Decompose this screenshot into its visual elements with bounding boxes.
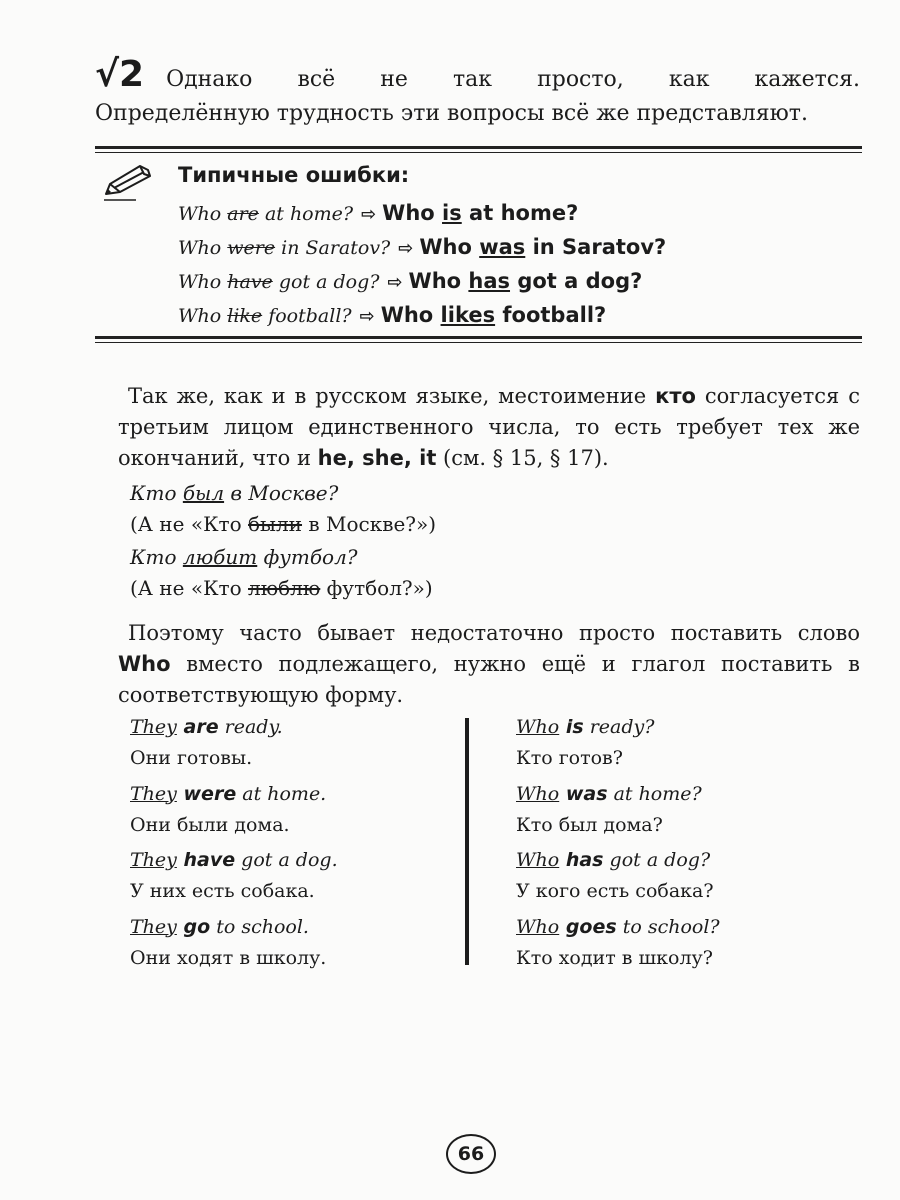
explanation-paragraph: Так же, как и в русском языке, местоимение кто согласуется с третьим лицом единственного числа, то есть требует тех же окончаний, что и he, she, it (см. § 15, § 17). — [118, 384, 860, 470]
russian-translation: Кто ходит в школу? — [516, 946, 713, 969]
page-number: 66 — [446, 1134, 496, 1174]
example-pair — [130, 779, 450, 846]
errors-title: Типичные ошибки: — [178, 163, 410, 187]
double-rule-top — [95, 146, 862, 153]
example-pair — [130, 912, 450, 979]
english-question: Who is ready? — [516, 716, 655, 738]
example-counter: (А не «Кто были в Москве?») — [130, 512, 437, 536]
double-rule-bottom — [95, 336, 862, 343]
example-question: Кто был в Москве? — [130, 481, 339, 505]
correct-phrase: Who is at home? — [382, 201, 579, 225]
russian-translation: Они были дома. — [130, 813, 290, 836]
wrong-phrase: Who are at home? — [178, 203, 354, 225]
intro-line1 — [95, 54, 860, 97]
english-question: Who goes to school? — [516, 915, 720, 938]
intro-text-second: Определённую трудность эти вопросы всё же представляют. — [95, 101, 808, 126]
example-counter: (А не «Кто люблю футбол?») — [130, 576, 433, 600]
example-question: Кто любит футбол? — [130, 545, 358, 569]
example-pair — [130, 712, 450, 779]
english-sentence: They were at home. — [130, 782, 327, 805]
arrow-right-icon: ⇨ — [398, 238, 414, 259]
arrow-right-icon: ⇨ — [359, 306, 375, 327]
english-sentence: They are ready. — [130, 716, 283, 738]
error-row — [178, 298, 606, 334]
russian-translation: Они ходят в школу. — [130, 946, 327, 969]
example-pair — [516, 845, 836, 912]
english-sentence: They have got a dog. — [130, 849, 338, 871]
russian-translation: У них есть собака. — [130, 880, 315, 902]
arrow-right-icon: ⇨ — [387, 272, 403, 293]
wrong-phrase: Who like football? — [178, 305, 352, 327]
error-row — [178, 264, 642, 300]
example-pair — [516, 912, 836, 979]
russian-translation: Они готовы. — [130, 747, 253, 769]
correct-phrase: Who was in Saratov? — [419, 235, 667, 259]
questions-column — [516, 712, 836, 978]
example-pair — [516, 779, 836, 846]
english-question: Who has got a dog? — [516, 849, 711, 871]
arrow-right-icon: ⇨ — [361, 204, 377, 225]
example-pair — [516, 712, 836, 779]
russian-translation: Кто готов? — [516, 747, 623, 769]
example-pair — [130, 845, 450, 912]
column-divider — [465, 718, 469, 965]
correct-phrase: Who has got a dog? — [408, 269, 643, 293]
english-question: Who was at home? — [516, 782, 702, 805]
russian-translation: У кого есть собака? — [516, 880, 714, 902]
error-row — [178, 230, 666, 266]
intro-text-first: Однако всё не так просто, как кажется. — [166, 67, 860, 92]
english-sentence: They go to school. — [130, 915, 309, 938]
explanation-paragraph-2: Поэтому часто бывает недостаточно просто поставить слово Who вместо подлежащего, нужно ещё и глагол поставить в соответствующую форму. — [118, 621, 860, 707]
wrong-phrase: Who have got a dog? — [178, 271, 380, 293]
pencil-icon — [100, 162, 156, 202]
check-mark-icon: √2 — [95, 54, 145, 95]
error-row — [178, 196, 578, 232]
wrong-phrase: Who were in Saratov? — [178, 237, 391, 259]
intro-paragraph — [95, 54, 860, 131]
statements-column — [130, 712, 450, 978]
correct-phrase: Who likes football? — [380, 303, 607, 327]
russian-translation: Кто был дома? — [516, 813, 663, 836]
